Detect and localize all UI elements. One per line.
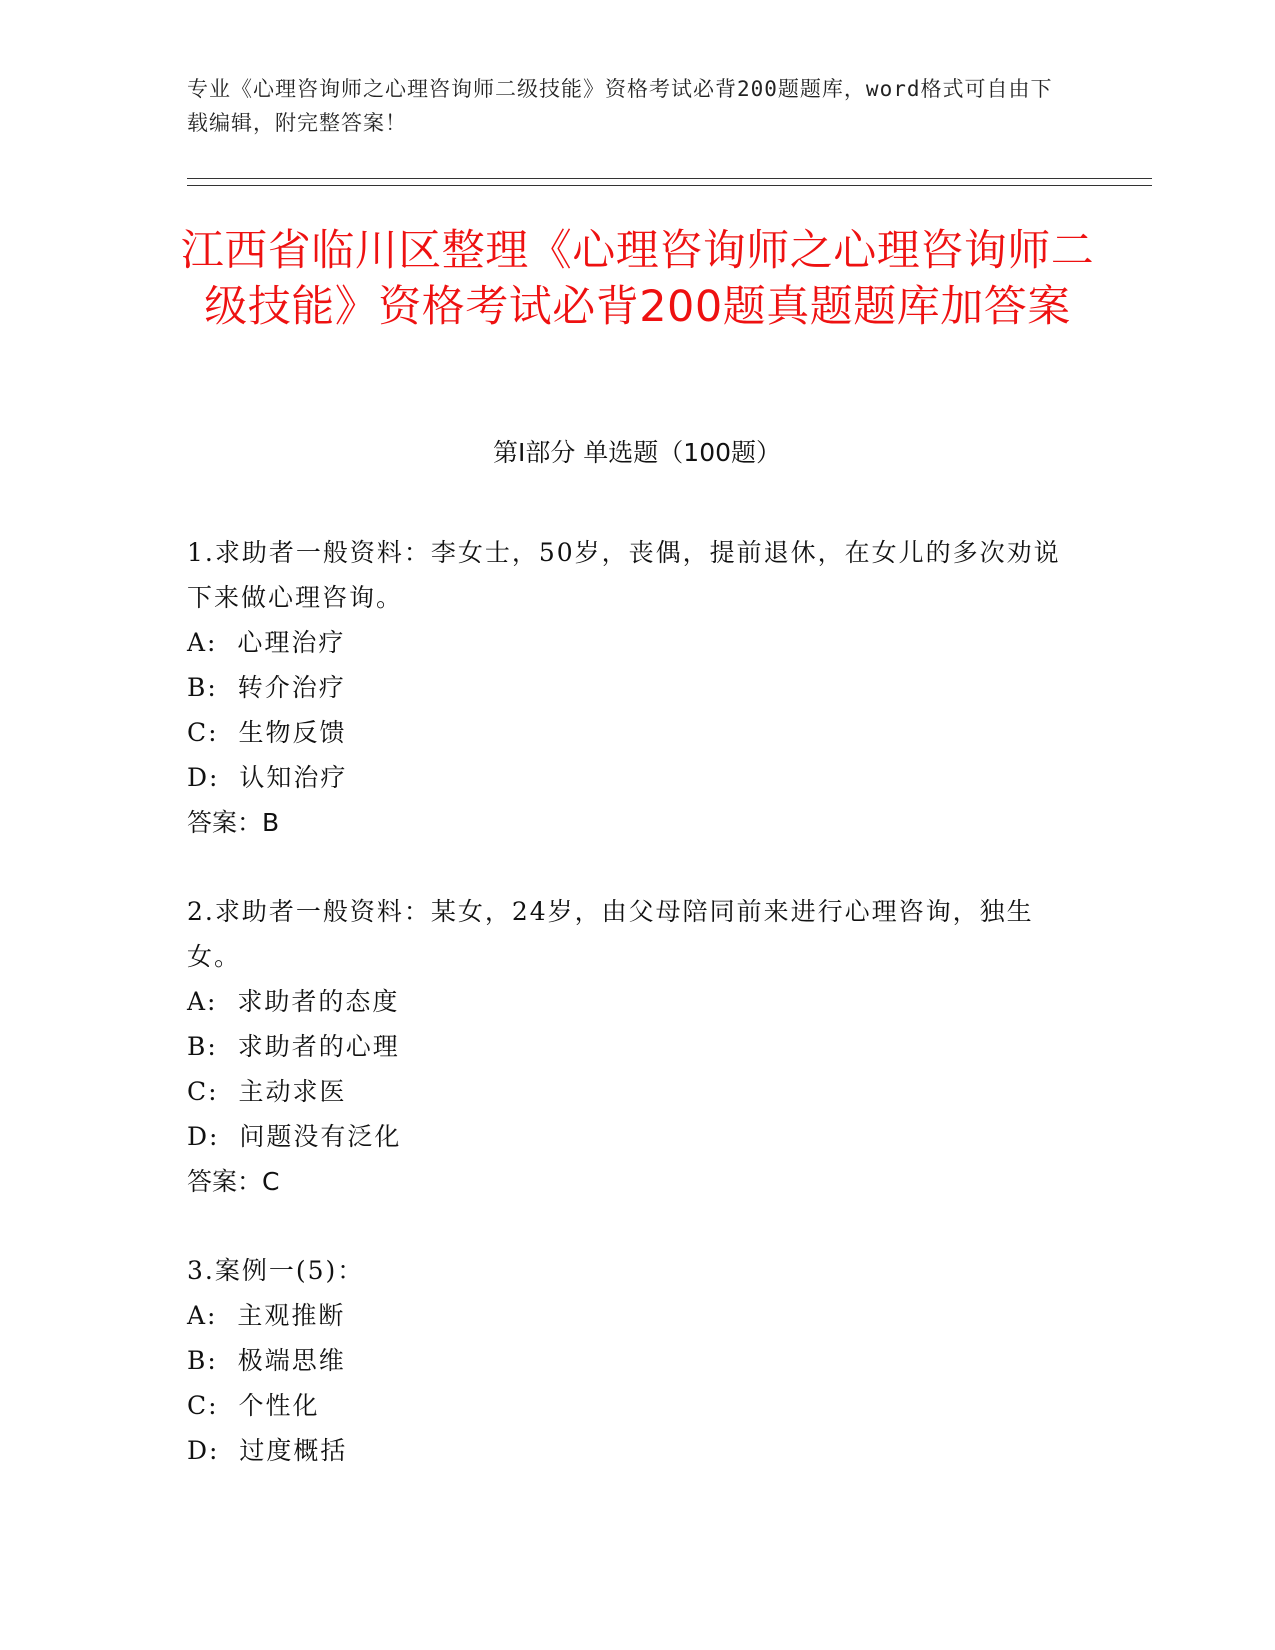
- option-c: C: 主动求医: [187, 1077, 347, 1106]
- answer: 答案：C: [187, 1167, 280, 1196]
- question-3: [187, 1248, 1067, 1473]
- question-stem: 1.求助者一般资料：李女士，50岁，丧偶，提前退休，在女儿的多次劝说下来做心理咨询。: [187, 538, 1061, 612]
- option-d: D: 过度概括: [187, 1436, 348, 1465]
- question-list: [187, 530, 1067, 1517]
- question-stem: 2.求助者一般资料：某女，24岁，由父母陪同前来进行心理咨询，独生女。: [187, 897, 1034, 971]
- option-d: D: 问题没有泛化: [187, 1122, 402, 1151]
- answer: 答案：B: [187, 808, 280, 837]
- header-divider-top: [187, 178, 1152, 179]
- option-b: B: 极端思维: [187, 1346, 346, 1375]
- section-title: 第Ⅰ部分 单选题（100题）: [492, 438, 782, 467]
- document-title: 江西省临川区整理《心理咨询师之心理咨询师二级技能》资格考试必背200题真题题库加答案: [180, 226, 1095, 332]
- option-a: A: 求助者的态度: [187, 987, 400, 1016]
- option-a: A: 心理治疗: [187, 628, 346, 657]
- header-divider-bottom: [187, 185, 1152, 186]
- option-b: B: 转介治疗: [187, 673, 346, 702]
- option-a: A: 主观推断: [187, 1301, 346, 1330]
- question-stem: 3.案例一(5)：: [187, 1256, 365, 1285]
- option-b: B: 求助者的心理: [187, 1032, 400, 1061]
- question-2: [187, 889, 1067, 1204]
- option-c: C: 个性化: [187, 1391, 320, 1420]
- question-1: [187, 530, 1067, 845]
- option-d: D: 认知治疗: [187, 763, 348, 792]
- option-c: C: 生物反馈: [187, 718, 347, 747]
- header-note: 专业《心理咨询师之心理咨询师二级技能》资格考试必背200题题库，word格式可自由下载编辑，附完整答案！: [187, 77, 1053, 135]
